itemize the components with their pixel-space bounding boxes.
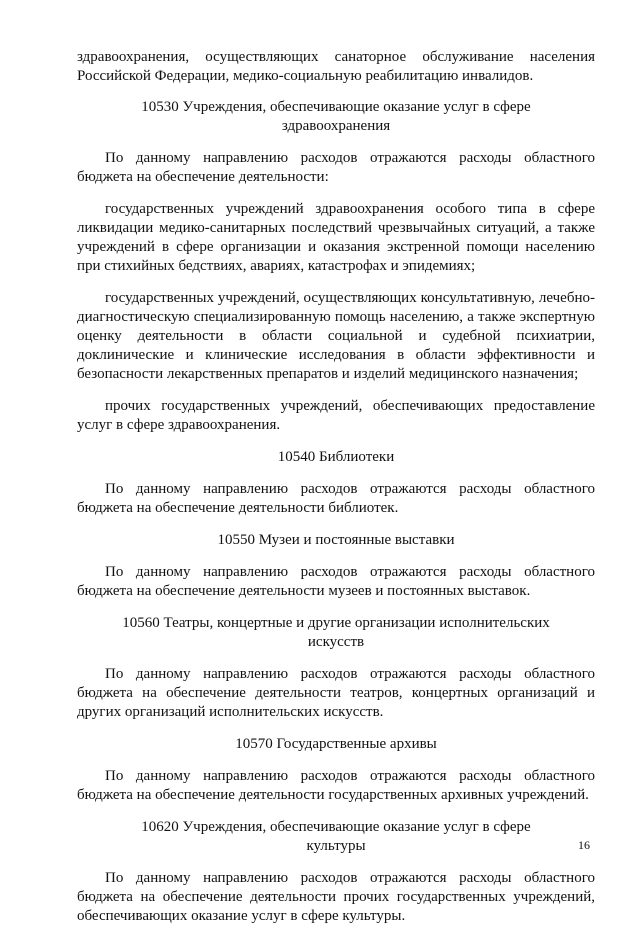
paragraph: прочих государственных учреждений, обеспечивающих предоставление услуг в сфере здравоохранения.: [77, 398, 595, 433]
paragraph: По данному направлению расходов отражаются расходы областного бюджета на обеспечение деятельности:: [77, 150, 595, 185]
section-heading-10530: 10530 Учреждения, обеспечивающие оказание услуг в сфере здравоохранения: [141, 99, 531, 134]
section-heading-10560: 10560 Театры, концертные и другие организации исполнительских искусств: [122, 615, 550, 650]
paragraph: государственных учреждений, осуществляющих консультативную, лечебно-диагностическую специализированную помощь населению, а также экспертную оценку деятельности в области социальной и судебной психиатрии, доклинические и клинические исследования в области эффективности и безопасности лекарственных препаратов и изделий медицинского назначения;: [77, 290, 595, 382]
section-heading-10550: 10550 Музеи и постоянные выставки: [217, 532, 455, 548]
section-heading-10540: 10540 Библиотеки: [277, 449, 395, 465]
paragraph: государственных учреждений здравоохранения особого типа в сфере ликвидации медико-санитарных последствий чрезвычайных ситуаций, а также учреждений в сфере организации и оказания экстренной помощи населению при стихийных бедствиях, авариях, катастрофах и эпидемиях;: [77, 201, 595, 274]
paragraph: По данному направлению расходов отражаются расходы областного бюджета на обеспечение деятельности библиотек.: [77, 481, 595, 516]
section-heading-10620: 10620 Учреждения, обеспечивающие оказание услуг в сфере культуры: [141, 819, 531, 854]
paragraph: По данному направлению расходов отражаются расходы областного бюджета на обеспечение деятельности театров, концертных организаций и других организаций исполнительских искусств.: [77, 666, 595, 720]
paragraph-continuation: здравоохранения, осуществляющих санаторное обслуживание населения Российской Федерации, медико-социальную реабилитацию инвалидов.: [77, 49, 595, 84]
paragraph: По данному направлению расходов отражаются расходы областного бюджета на обеспечение деятельности музеев и постоянных выставок.: [77, 564, 595, 599]
paragraph: По данному направлению расходов отражаются расходы областного бюджета на обеспечение деятельности прочих государственных учреждений, обеспечивающих оказание услуг в сфере культуры.: [77, 870, 595, 924]
page-number: 16: [578, 838, 590, 852]
document-page: [77, 48, 595, 939]
section-heading-10570: 10570 Государственные архивы: [235, 736, 437, 752]
paragraph: По данному направлению расходов отражаются расходы областного бюджета на обеспечение деятельности государственных архивных учреждений.: [77, 768, 595, 803]
